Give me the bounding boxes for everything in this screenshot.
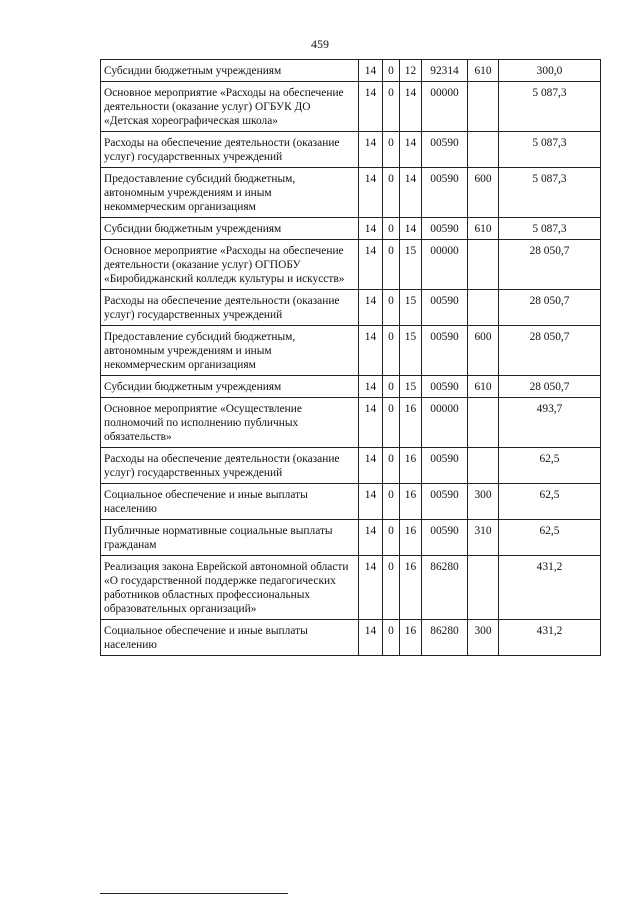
table-row — [101, 240, 601, 290]
target-code-cell: 00590 — [422, 520, 468, 556]
table-row — [101, 398, 601, 448]
subprogram-code-cell: 0 — [383, 398, 400, 448]
amount-cell: 62,5 — [499, 448, 601, 484]
target-code-cell: 00590 — [422, 448, 468, 484]
target-code-cell: 00590 — [422, 484, 468, 520]
subprogram-code-cell: 0 — [383, 168, 400, 218]
section-code-cell: 14 — [359, 218, 383, 240]
row-name-cell: Публичные нормативные социальные выплаты гражданам — [101, 520, 359, 556]
expense-type-cell — [468, 398, 499, 448]
event-code-cell: 16 — [400, 484, 422, 520]
row-name-cell: Расходы на обеспечение деятельности (оказание услуг) государственных учреждений — [101, 290, 359, 326]
row-name-cell: Реализация закона Еврейской автономной области «О государственной поддержке педагогических работников областных профессиональных образовательных организаций» — [101, 556, 359, 620]
row-name-cell: Основное мероприятие «Осуществление полномочий по исполнению публичных обязательств» — [101, 398, 359, 448]
event-code-cell: 16 — [400, 448, 422, 484]
event-code-cell: 14 — [400, 82, 422, 132]
expense-type-cell: 300 — [468, 620, 499, 656]
row-name-cell: Расходы на обеспечение деятельности (оказание услуг) государственных учреждений — [101, 448, 359, 484]
section-code-cell: 14 — [359, 520, 383, 556]
amount-cell: 431,2 — [499, 556, 601, 620]
target-code-cell: 00000 — [422, 398, 468, 448]
amount-cell: 431,2 — [499, 620, 601, 656]
subprogram-code-cell: 0 — [383, 218, 400, 240]
section-code-cell: 14 — [359, 290, 383, 326]
section-code-cell: 14 — [359, 82, 383, 132]
amount-cell: 62,5 — [499, 484, 601, 520]
row-name-cell: Предоставление субсидий бюджетным, автономным учреждениям и иным некоммерческим организациям — [101, 326, 359, 376]
event-code-cell: 15 — [400, 376, 422, 398]
target-code-cell: 00590 — [422, 132, 468, 168]
subprogram-code-cell: 0 — [383, 82, 400, 132]
table-row — [101, 556, 601, 620]
budget-table-body — [101, 60, 601, 656]
table-row — [101, 60, 601, 82]
section-code-cell: 14 — [359, 398, 383, 448]
event-code-cell: 15 — [400, 240, 422, 290]
table-row — [101, 218, 601, 240]
subprogram-code-cell: 0 — [383, 484, 400, 520]
row-name-cell: Субсидии бюджетным учреждениям — [101, 376, 359, 398]
event-code-cell: 16 — [400, 556, 422, 620]
subprogram-code-cell: 0 — [383, 326, 400, 376]
target-code-cell: 00590 — [422, 168, 468, 218]
expense-type-cell — [468, 82, 499, 132]
amount-cell: 5 087,3 — [499, 132, 601, 168]
row-name-cell: Основное мероприятие «Расходы на обеспечение деятельности (оказание услуг) ОГБУК ДО «Детская хореографическая школа» — [101, 82, 359, 132]
row-name-cell: Субсидии бюджетным учреждениям — [101, 218, 359, 240]
table-row — [101, 620, 601, 656]
target-code-cell: 00590 — [422, 218, 468, 240]
subprogram-code-cell: 0 — [383, 520, 400, 556]
subprogram-code-cell: 0 — [383, 376, 400, 398]
amount-cell: 28 050,7 — [499, 376, 601, 398]
section-code-cell: 14 — [359, 484, 383, 520]
amount-cell: 493,7 — [499, 398, 601, 448]
expense-type-cell: 600 — [468, 168, 499, 218]
section-code-cell: 14 — [359, 132, 383, 168]
subprogram-code-cell: 0 — [383, 620, 400, 656]
section-code-cell: 14 — [359, 376, 383, 398]
event-code-cell: 15 — [400, 290, 422, 326]
event-code-cell: 15 — [400, 326, 422, 376]
target-code-cell: 00000 — [422, 82, 468, 132]
section-code-cell: 14 — [359, 240, 383, 290]
amount-cell: 300,0 — [499, 60, 601, 82]
amount-cell: 5 087,3 — [499, 168, 601, 218]
table-row — [101, 326, 601, 376]
table-row — [101, 448, 601, 484]
amount-cell: 28 050,7 — [499, 326, 601, 376]
subprogram-code-cell: 0 — [383, 132, 400, 168]
table-row — [101, 168, 601, 218]
section-code-cell: 14 — [359, 326, 383, 376]
expense-type-cell: 600 — [468, 326, 499, 376]
event-code-cell: 16 — [400, 398, 422, 448]
target-code-cell: 86280 — [422, 620, 468, 656]
expense-type-cell — [468, 132, 499, 168]
target-code-cell: 00000 — [422, 240, 468, 290]
expense-type-cell: 610 — [468, 60, 499, 82]
expense-type-cell: 610 — [468, 218, 499, 240]
budget-table — [100, 59, 601, 656]
table-row — [101, 520, 601, 556]
amount-cell: 5 087,3 — [499, 82, 601, 132]
section-code-cell: 14 — [359, 556, 383, 620]
table-row — [101, 484, 601, 520]
amount-cell: 5 087,3 — [499, 218, 601, 240]
row-name-cell: Социальное обеспечение и иные выплаты населению — [101, 620, 359, 656]
table-row — [101, 132, 601, 168]
target-code-cell: 92314 — [422, 60, 468, 82]
expense-type-cell: 310 — [468, 520, 499, 556]
footnote-rule — [100, 893, 288, 894]
table-row — [101, 290, 601, 326]
subprogram-code-cell: 0 — [383, 240, 400, 290]
expense-type-cell: 300 — [468, 484, 499, 520]
expense-type-cell: 610 — [468, 376, 499, 398]
event-code-cell: 16 — [400, 620, 422, 656]
table-row — [101, 376, 601, 398]
event-code-cell: 14 — [400, 218, 422, 240]
row-name-cell: Основное мероприятие «Расходы на обеспечение деятельности (оказание услуг) ОГПОБУ «Биробиджанский колледж культуры и искусств» — [101, 240, 359, 290]
target-code-cell: 00590 — [422, 326, 468, 376]
table-row — [101, 82, 601, 132]
row-name-cell: Социальное обеспечение и иные выплаты населению — [101, 484, 359, 520]
row-name-cell: Субсидии бюджетным учреждениям — [101, 60, 359, 82]
expense-type-cell — [468, 556, 499, 620]
amount-cell: 62,5 — [499, 520, 601, 556]
section-code-cell: 14 — [359, 60, 383, 82]
target-code-cell: 86280 — [422, 556, 468, 620]
subprogram-code-cell: 0 — [383, 448, 400, 484]
event-code-cell: 14 — [400, 168, 422, 218]
event-code-cell: 16 — [400, 520, 422, 556]
page-number: 459 — [311, 37, 329, 51]
amount-cell: 28 050,7 — [499, 240, 601, 290]
expense-type-cell — [468, 240, 499, 290]
amount-cell: 28 050,7 — [499, 290, 601, 326]
event-code-cell: 12 — [400, 60, 422, 82]
target-code-cell: 00590 — [422, 376, 468, 398]
section-code-cell: 14 — [359, 168, 383, 218]
section-code-cell: 14 — [359, 620, 383, 656]
expense-type-cell — [468, 448, 499, 484]
row-name-cell: Предоставление субсидий бюджетным, автономным учреждениям и иным некоммерческим организациям — [101, 168, 359, 218]
subprogram-code-cell: 0 — [383, 60, 400, 82]
subprogram-code-cell: 0 — [383, 556, 400, 620]
subprogram-code-cell: 0 — [383, 290, 400, 326]
section-code-cell: 14 — [359, 448, 383, 484]
target-code-cell: 00590 — [422, 290, 468, 326]
row-name-cell: Расходы на обеспечение деятельности (оказание услуг) государственных учреждений — [101, 132, 359, 168]
event-code-cell: 14 — [400, 132, 422, 168]
expense-type-cell — [468, 290, 499, 326]
